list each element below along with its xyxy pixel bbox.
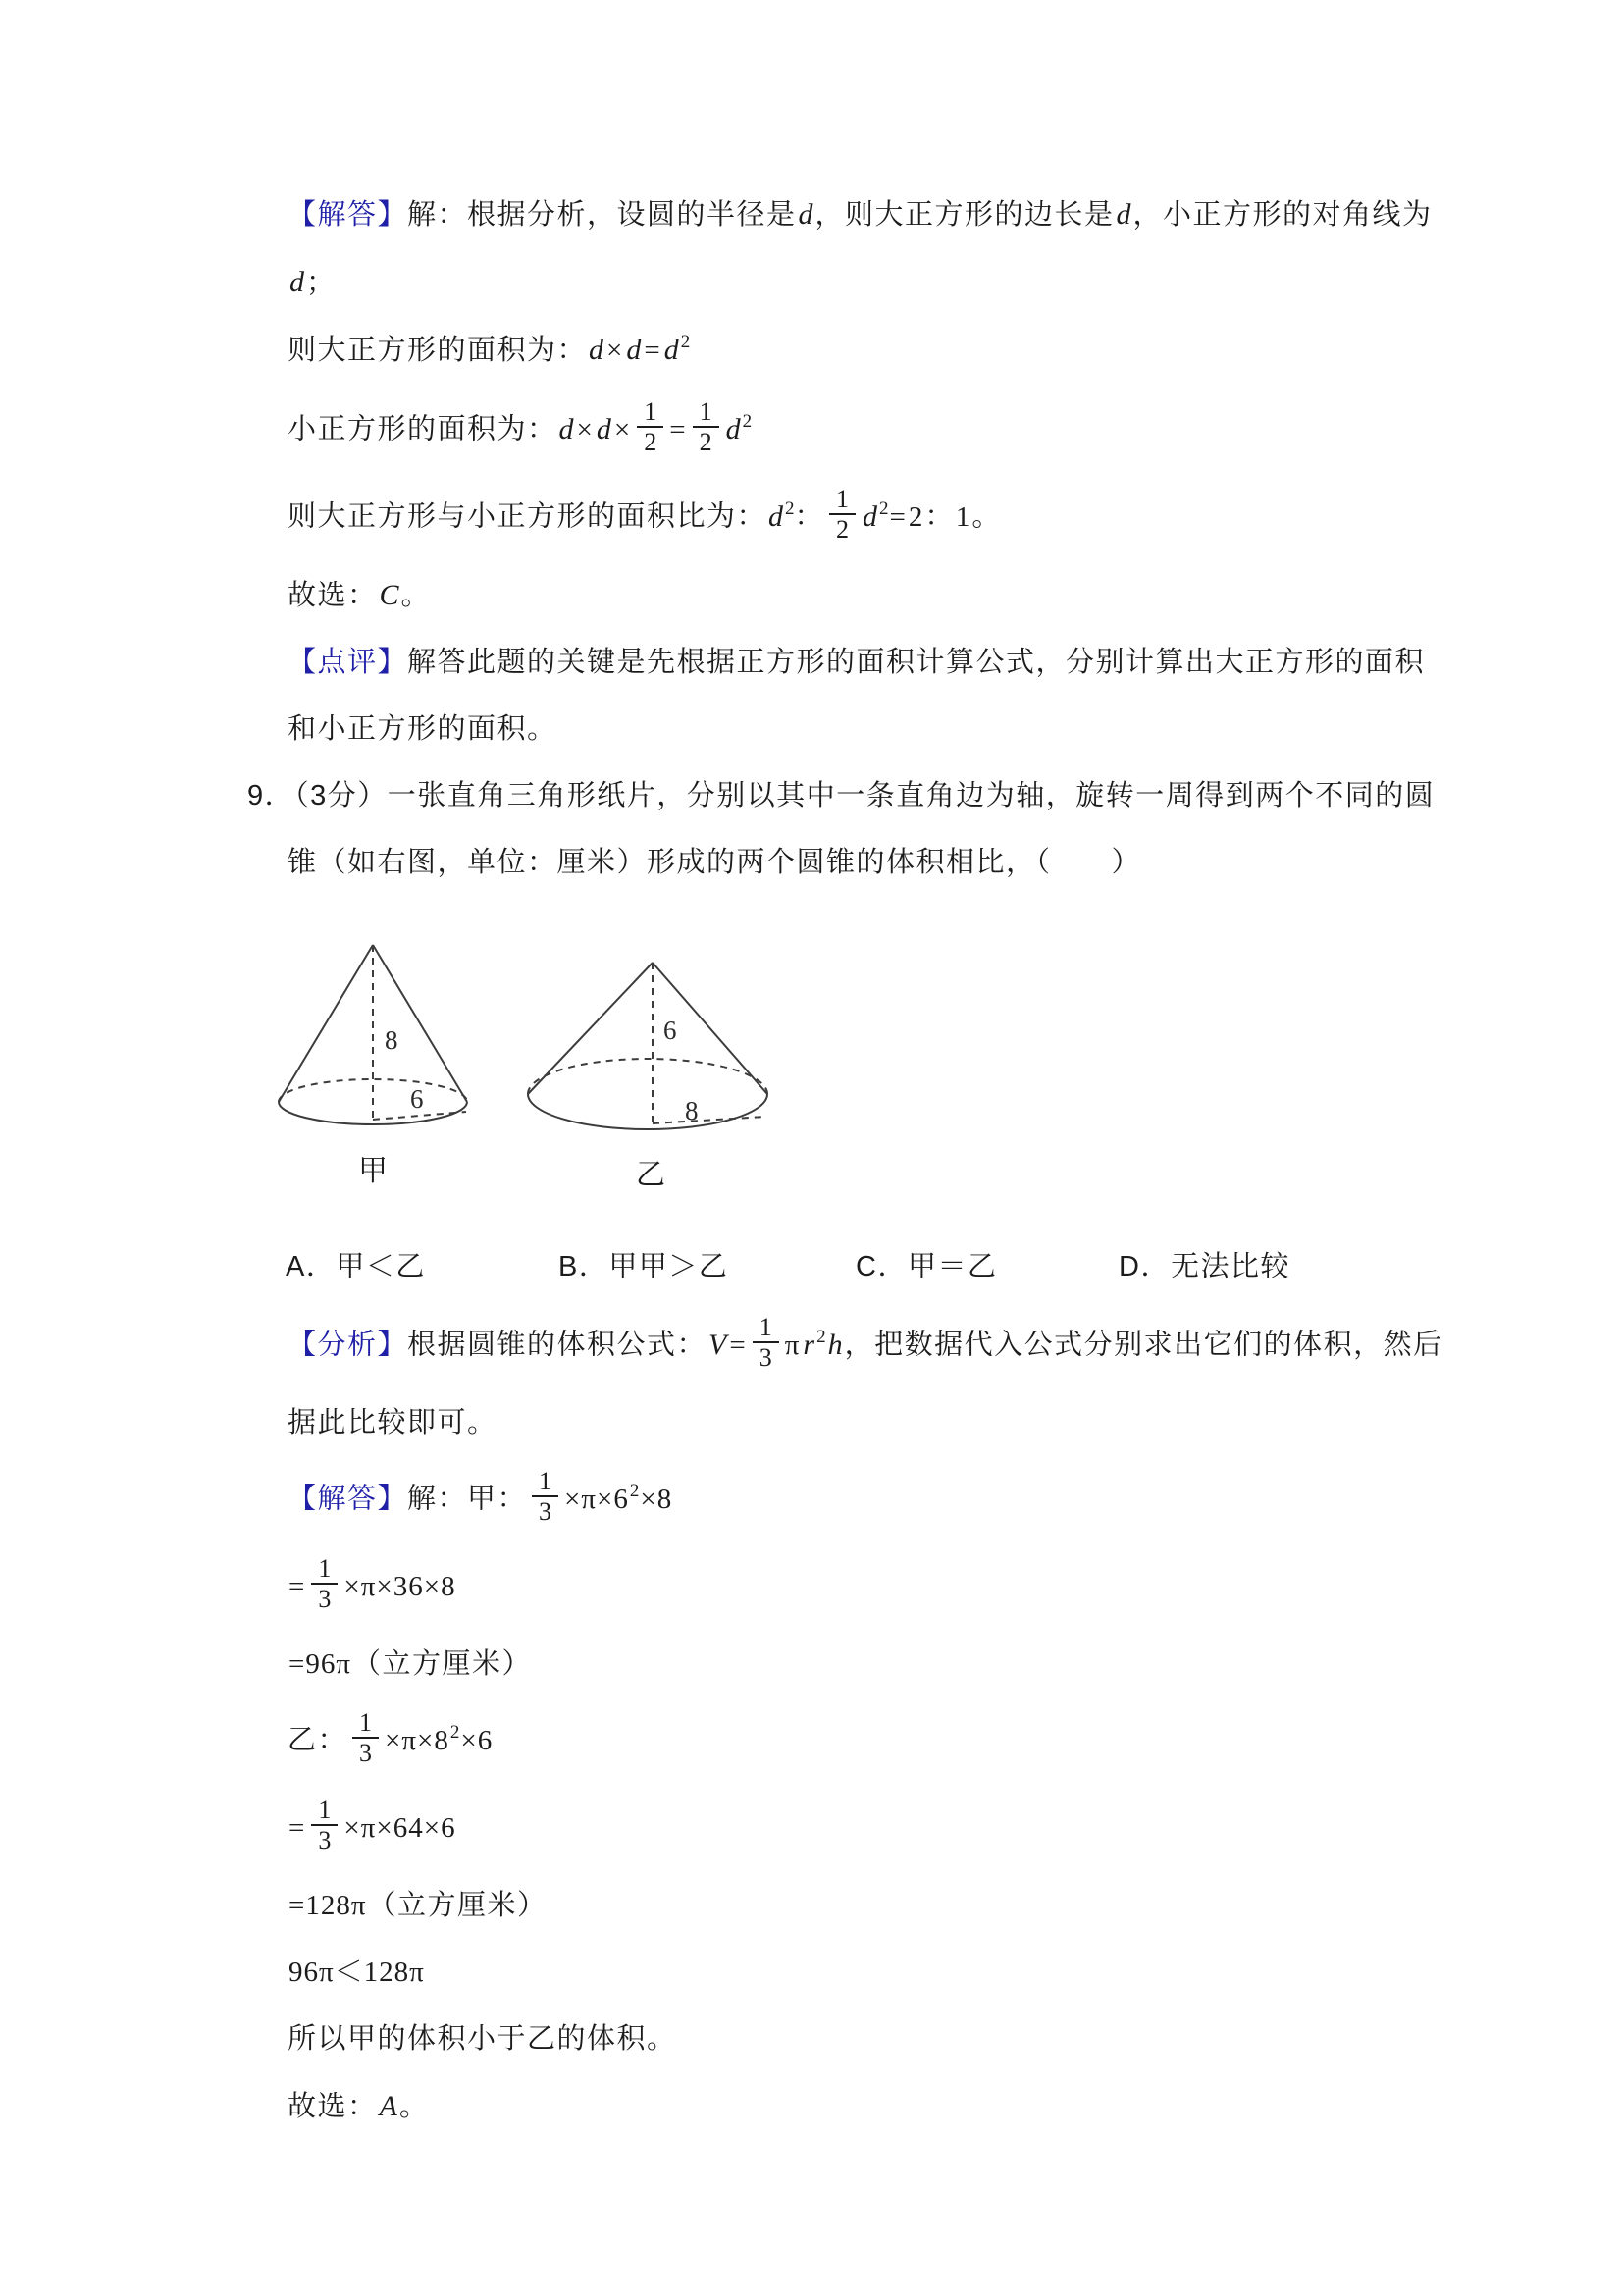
text-run: ，把数据代入公式分别求出它们的体积，然后	[844, 1329, 1443, 1361]
text-run: d	[558, 412, 574, 445]
cone-figure	[0, 912, 1623, 1235]
text-run: V	[708, 1328, 727, 1361]
text-run: 所以甲的体积小于乙的体积。	[288, 2023, 677, 2055]
text-run: ；	[306, 267, 337, 298]
solution8-answer	[0, 577, 1623, 614]
text-run: 2	[816, 1326, 826, 1347]
text-run: d	[768, 499, 784, 533]
fraction: $\frac{1}{3}$	[311, 1797, 338, 1853]
text-run: 。	[398, 2091, 430, 2122]
text-run: 则大正方形的面积为：	[288, 335, 588, 366]
cone-yi-radius-label: 8	[685, 1096, 699, 1125]
text-run: =	[889, 500, 907, 533]
fraction: $\frac{1}{3}$	[753, 1314, 779, 1371]
section-marker: 【解答】	[288, 1483, 408, 1515]
text-run: 锥（如右图，单位：厘米）形成的两个圆锥的体积相比，（ ）	[288, 847, 1142, 878]
text-run: 故选：	[288, 580, 378, 611]
section-marker: 【分析】	[288, 1329, 408, 1361]
option-d: D．无法比较	[1119, 1251, 1290, 1282]
text-run: 小正方形的面积为：	[288, 413, 557, 445]
text-run: ×8	[640, 1483, 673, 1515]
text-run: d	[626, 334, 642, 366]
text-run: 和小正方形的面积。	[288, 713, 557, 745]
text-run: 2	[629, 1480, 640, 1501]
solution8-line1	[0, 196, 1623, 234]
cone-yi-diagram	[520, 957, 781, 1133]
text-run: 1	[955, 500, 971, 533]
option-c: C．甲＝乙	[856, 1251, 998, 1282]
fraction: $\frac{1}{3}$	[311, 1555, 338, 1612]
text-run: 解答此题的关键是先根据正方形的面积计算公式，分别计算出大正方形的面积	[407, 647, 1426, 678]
text-run: 则大正方形与小正方形的面积比为：	[288, 500, 767, 533]
text-run: d	[289, 266, 304, 298]
solution9-compare	[0, 1955, 1623, 1991]
cone-jia-diagram	[267, 939, 479, 1135]
analysis9-line2	[0, 1405, 1623, 1441]
text-run: A	[379, 2090, 397, 2122]
cone-yi-height-label: 6	[663, 1016, 677, 1045]
text-run: =	[644, 335, 661, 366]
cone-jia-name: 甲	[358, 1155, 388, 1187]
text-run: ，则大正方形的边长是	[814, 199, 1115, 231]
text-run: ×	[576, 413, 594, 445]
text-run: 。	[971, 500, 1002, 533]
solution9-yi-line2	[0, 1796, 1623, 1857]
solution9-jia-line2	[0, 1554, 1623, 1616]
solution9-yi-result	[0, 1888, 1623, 1924]
question9-line1	[0, 778, 1623, 814]
section-marker: 【解答】	[288, 199, 408, 231]
text-run: 据此比较即可。	[288, 1407, 497, 1438]
text-run: ×π×64×6	[343, 1811, 456, 1844]
text-run: （立方厘米）	[367, 1890, 548, 1921]
solution8-line5	[0, 485, 1623, 547]
cone-yi	[520, 957, 781, 1193]
analysis9-line1	[0, 1313, 1623, 1375]
text-run: π	[784, 1329, 801, 1361]
fraction: $\frac{1}{3}$	[352, 1709, 379, 1766]
text-run: =	[288, 1570, 306, 1602]
text-run: 根据圆锥的体积公式：	[407, 1329, 707, 1361]
comment8-line2	[0, 711, 1623, 748]
text-run: 9．（3分）一张直角三角形纸片，分别以其中一条直角边为轴，旋转一周得到两个不同的圆	[247, 780, 1436, 811]
text-run: 2	[785, 497, 795, 519]
text-run: ×	[613, 413, 632, 445]
text-run: 故选：	[288, 2091, 378, 2122]
solution-text-top	[0, 196, 1623, 881]
solution9-jia-line1	[0, 1467, 1623, 1529]
text-run: ，小正方形的对角线为	[1132, 199, 1433, 231]
text-run: ×6	[460, 1724, 494, 1756]
text-run: h	[827, 1328, 843, 1361]
text-run: d	[1116, 198, 1131, 231]
text-run: 96π＜128π	[288, 1957, 425, 1988]
text-run: 2	[908, 500, 924, 533]
text-run: d	[663, 334, 679, 366]
text-run: C	[379, 579, 399, 611]
solution9-jia-result	[0, 1646, 1623, 1683]
fraction: $\frac{1}{2}$	[693, 398, 719, 455]
fraction: $\frac{1}{2}$	[637, 398, 663, 455]
answer-options	[0, 1249, 1623, 1285]
fraction: $\frac{1}{2}$	[829, 486, 856, 543]
option-a: A．甲＜乙	[286, 1251, 426, 1282]
text-run: ：	[794, 500, 825, 533]
text-run: （立方厘米）	[352, 1648, 533, 1680]
solution8-line4	[0, 397, 1623, 459]
text-run: =	[669, 413, 687, 445]
text-run: 解：甲：	[407, 1483, 528, 1515]
solution-text-bottom	[0, 1313, 1623, 2125]
text-run: ：	[924, 500, 955, 533]
text-run: =	[288, 1811, 306, 1844]
option-b: B．甲甲＞乙	[558, 1251, 729, 1282]
solution8-line3	[0, 332, 1623, 372]
text-run: 2	[742, 410, 753, 432]
text-run: d	[725, 412, 741, 445]
text-run: d	[863, 499, 878, 533]
text-run: d	[589, 334, 604, 366]
solution8-line2	[0, 264, 1623, 301]
text-run: 乙：	[288, 1724, 348, 1756]
cone-jia-height-label: 8	[385, 1025, 398, 1055]
text-run: ×π×8	[385, 1724, 449, 1756]
text-run: d	[798, 198, 813, 231]
text-run: 。	[400, 580, 432, 611]
text-run: 2	[879, 497, 889, 519]
text-run: ×	[606, 335, 624, 366]
text-run: 解：根据分析，设圆的半径是	[407, 199, 797, 231]
section-marker: 【点评】	[288, 647, 408, 678]
text-run: =128π	[288, 1890, 367, 1921]
question9-line2	[0, 845, 1623, 881]
fraction: $\frac{1}{3}$	[532, 1468, 558, 1525]
solution9-conclusion	[0, 2021, 1623, 2058]
text-run: r	[803, 1328, 815, 1361]
text-run: 2	[449, 1721, 460, 1743]
cone-jia	[267, 939, 479, 1189]
text-run: =	[729, 1329, 747, 1361]
text-run: ×π×36×8	[343, 1570, 456, 1602]
text-run: =96π	[288, 1648, 351, 1680]
text-run: ×π×6	[564, 1483, 629, 1515]
cone-yi-name: 乙	[636, 1159, 665, 1191]
text-run: d	[596, 412, 611, 445]
comment8-line1	[0, 645, 1623, 681]
solution9-yi-line1	[0, 1708, 1623, 1770]
cone-jia-radius-label: 6	[410, 1084, 424, 1114]
text-run: 2	[680, 332, 691, 352]
solution9-answer	[0, 2088, 1623, 2125]
